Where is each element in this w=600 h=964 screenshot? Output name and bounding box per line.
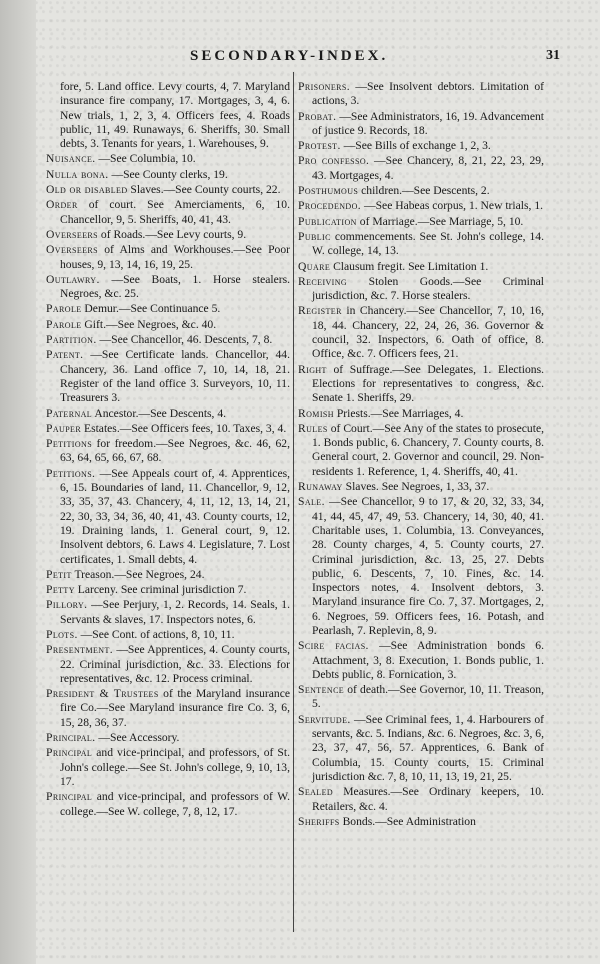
entry-headword: Pillory. [46,598,88,612]
entry-references: —See Chancellor, 46. Descents, 7, 8. [99,333,273,347]
entry-references: —See Certificate lands. Chancellor, 44. Chancery, 36. Land office 7, 10, 14, 18, 21. Register of the land office 3. Surveyors, 10, 11. Treasurers 3. [60,348,290,405]
entry-references: Slaves. See Negroes, 1, 33, 37. [345,480,490,494]
entry-references: Larceny. See criminal jurisdiction 7. [77,583,247,597]
entry-references: of Roads.—See Levy courts, 9. [100,227,247,241]
index-entry [46,583,290,597]
entry-headword: Principal [46,790,93,804]
index-entry [298,713,544,784]
index-entry [46,437,290,466]
index-entry [298,639,544,682]
entry-headword: Register [298,304,342,318]
entry-references: —See Cont. of actions, 8, 10, 11. [80,627,235,641]
index-entry [46,643,290,686]
entry-references: Stolen Goods.—See Criminal jurisdiction, &c. 7. Horse stealers. [312,274,544,303]
index-entry [46,598,290,627]
index-entry [46,302,290,316]
index-entry [298,260,544,274]
index-entry [46,152,290,166]
entry-references: —See County clerks, 19. [111,167,228,181]
index-entry [46,348,290,405]
entry-references: —See Bills of exchange 1, 2, 3. [343,139,491,153]
index-entry [298,80,544,109]
index-entry [46,333,290,347]
index-entry [298,422,544,479]
entry-headword: Pro confesso. [298,154,370,168]
index-entry [46,273,290,302]
index-entry [298,215,544,229]
entry-references: —See Habeas corpus, 1. New trials, 1. [364,199,544,213]
entry-references: Estates.—See Officers fees, 10. Taxes, 3, 4. [83,421,287,435]
entry-headword: Principal [46,746,93,760]
index-entry [298,683,544,712]
index-entry [298,110,544,139]
entry-references: fore, 5. Land office. Levy courts, 4, 7. Maryland insurance fire company, 17. Mortgages, 3, 4, 6. New trials, 1, 2, 3, 4. Officers fees, 4. Roads public, 11, 49. Runaways, 6. Sheriffs, 30. Small debts, 3. Tenants for years, 1. Warehouses, 9. [60,80,290,151]
entry-headword: Public [298,229,331,243]
entry-references: —See Columbia, 10. [98,152,196,166]
entry-references: children.—See Descents, 2. [361,184,490,198]
entry-headword: Petitions [46,437,93,451]
entry-references: Measures.—See Ordinary keepers, 10. Retailers, &c. 4. [312,785,544,813]
entry-headword: Principal. [46,731,96,745]
entry-headword: Prisoners. [298,80,351,93]
right-column [298,80,544,830]
index-entry [298,154,544,183]
entry-headword: Outlawry. [46,272,100,286]
index-entry [298,480,544,494]
left-column [46,80,290,820]
entry-references: of Court.—See Any of the states to prosecute, 1. Bonds public, 6. Chancery, 7. County courts, 8. General court, 2. Governor and council, 29. Non-residents 1. Reference, 1, 4. Sheriffs, 40, 41. [312,421,544,478]
index-entry [46,628,290,642]
entry-headword: Quare [298,259,331,273]
entry-references: —See Administration bonds 6. Attachment, 3, 8. Execution, 1. Bonds public, 1. Debts public, 8. Fornication, 3. [312,639,544,681]
entry-headword: Nulla bona. [46,167,109,181]
running-header [70,48,560,70]
index-entry [46,731,290,745]
entry-references: Priests.—See Marriages, 4. [336,406,464,420]
entry-references: of court. See Amerciaments, 6, 10. Chancellor, 9, 5. Sheriffs, 40, 41, 43. [60,198,290,226]
entry-headword: Parole [46,302,82,316]
entry-headword: Overseers [46,227,98,241]
entry-references: of Suffrage.—See Delegates, 1. Elections. Elections for representatives to congress, &c. Senate 1. Sheriffs, 29. [312,362,545,405]
entry-references: —See Apprentices, 4. County courts, 22. Criminal jurisdiction, &c. 33. Elections for representatives, &c. 12. Process criminal. [60,643,290,685]
entry-references: for freedom.—See Negroes, &c. 46, 62, 63, 64, 65, 66, 67, 68. [60,437,290,465]
index-entry [298,785,544,814]
index-entry [46,318,290,332]
index-entry [298,304,544,361]
entry-headword: Parole [46,317,82,331]
index-entry [46,183,290,197]
entry-references: —See Perjury, 1, 2. Records, 14. Seals, 1. Servants & slaves, 17. Inspectors notes, 6. [60,598,290,626]
page-title: SECONDARY-INDEX. [190,48,389,64]
page-edge [0,0,36,964]
entry-references: —See Chancery, 8, 21, 22, 23, 29, 43. Mortgages, 4. [312,154,544,182]
index-entry [46,687,290,730]
index-entry [298,363,544,406]
index-entry [298,815,544,829]
entry-headword: Patent. [46,348,84,362]
entry-headword: Servitude. [298,712,351,726]
entry-headword: Posthumous [298,184,359,198]
index-entry [46,790,290,819]
page-number: 31 [546,48,560,63]
entry-references: Demur.—See Continuance 5. [84,302,221,316]
entry-headword: Petitions. [46,466,96,480]
entry-headword: Order [46,198,78,212]
entry-headword: Petit [46,567,72,581]
entry-references: of the Maryland insurance fire Co.—See Maryland insurance fire Co. 3, 6, 15, 28, 36, 37. [60,687,290,729]
index-entry [46,746,290,789]
entry-headword: Partition. [46,333,97,347]
entry-headword: President & Trustees [46,687,159,701]
index-entry [46,228,290,242]
entry-headword: Pauper [46,421,82,435]
entry-headword: Rules [298,421,328,435]
entry-references: of Alms and Workhouses.—See Poor houses, 9, 13, 14, 16, 19, 25. [60,243,290,271]
entry-references: —See Criminal fees, 1, 4. Harbourers of servants, &c. 5. Indians, &c. 6. Negroes, &c. 3, 6, 23, 37, 47, 56, 57. Apprentices, 6. Bank of Columbia, 15. County courts, 15. Criminal jurisdiction &c. 7, 8, 10, 11, 13, 19, 21, 25. [312,712,545,783]
entry-headword: Overseers [46,243,98,257]
entry-references: and vice-principal, and professors, of St. John's college.—See St. John's college, 9, 10, 13, 17. [60,746,290,788]
entry-headword: Paternal [46,406,93,420]
entry-references: of death.—See Governor, 10, 11. Treason, 5. [312,683,544,711]
entry-references: —See Administrators, 16, 19. Advancement of justice 9. Records, 18. [312,109,544,137]
entry-references: —See Boats, 1. Horse stealers. Negroes, &c. 25. [60,272,291,301]
index-entry [298,230,544,259]
entry-headword: Sheriffs [298,814,340,828]
entry-references: in Chancery.—See Chancellor, 7, 10, 16, 18, 44. Chancery, 22, 24, 26, 36. Governor & council, 32. Inspectors, 6. Oath of office, 8. Office, &c. 7. Officers fees, 21. [312,304,544,361]
index-entry [46,198,290,227]
entry-references: Slaves.—See County courts, 22. [130,183,281,197]
entry-references: —See Appeals court of, 4. Apprentices, 6, 15. Boundaries of land, 11. Chancellor, 9, 12, 33, 35, 37, 43. Chancery, 4, 11, 12, 13, 14, 21, 22, 30, 33, 34, 36, 40, 41, 43. County courts, 12, 19. Draining lands, 1. General court, 9, 12. Insolvent debtors, 6. Laws 4. Legislature, 7. Lost certificates, 1. Small debts, 4. [60,466,290,566]
index-entry [46,80,290,151]
entry-headword: Petty [46,583,75,597]
entry-headword: Sale. [298,495,325,509]
entry-headword: Nuisance. [46,152,96,166]
index-entry [46,243,290,272]
entry-references: —See Accessory. [98,731,180,745]
entry-references: —See Insolvent debtors. Limitation of actions, 3. [312,80,544,108]
entry-headword: Presentment. [46,643,114,657]
entry-headword: Scire facias. [298,639,369,653]
entry-headword: Publication [298,214,357,228]
entry-headword: Probat. [298,109,337,123]
index-entry [46,168,290,182]
entry-references: Ancestor.—See Descents, 4. [94,406,227,420]
entry-headword: Protest. [298,139,341,153]
entry-headword: Sentence [298,683,345,697]
entry-references: Clausum fregit. See Limitation 1. [333,259,489,273]
entry-headword: Romish [298,406,334,420]
entry-references: commencements. See St. John's college, 14. W. college, 14, 13. [312,229,544,258]
column-divider [293,72,294,932]
entry-headword: Runaway [298,480,343,494]
entry-headword: Right [298,362,327,376]
index-entry [298,199,544,213]
entry-headword: Old or disabled [46,183,128,197]
index-entry [46,467,290,567]
entry-headword: Procedendo. [298,199,362,213]
index-entry [46,568,290,582]
index-entry [298,407,544,421]
entry-references: of Marriage.—See Marriage, 5, 10. [359,214,524,228]
index-entry [46,407,290,421]
index-entry [298,184,544,198]
index-entry [298,139,544,153]
index-entry [298,495,544,638]
entry-references: Bonds.—See Administration [342,814,476,828]
entry-references: and vice-principal, and professors of W. college.—See W. college, 7, 8, 12, 17. [60,790,290,818]
entry-headword: Sealed [298,785,334,799]
entry-references: Gift.—See Negroes, &c. 40. [84,317,217,331]
entry-references: —See Chancellor, 9 to 17, & 20, 32, 33, 34, 41, 44, 45, 47, 49, 53. Chancery, 14, 30, 40, 41. Charitable uses, 1. Columbia, 13. Conveyances, 28. County charges, 4, 5. County courts, 27. Criminal jurisdiction, &c. 13, 25, 27. Debts public, 6. Descents, 7, 10. Fines, &c. 14. Inspectors notes, 4. Insolvent debtors, 3. Maryland insurance fire Co. 7, 37. Mortgages, 2, 6. Negroes, 59. Officers fees, 16. Potash, and Pearlash, 7. Replevin, 8, 9. [312,495,544,637]
entry-references: Treason.—See Negroes, 24. [74,567,205,581]
index-entry [298,275,544,304]
index-entry [46,422,290,436]
entry-headword: Receiving [298,274,348,288]
entry-headword: Plots. [46,627,78,641]
